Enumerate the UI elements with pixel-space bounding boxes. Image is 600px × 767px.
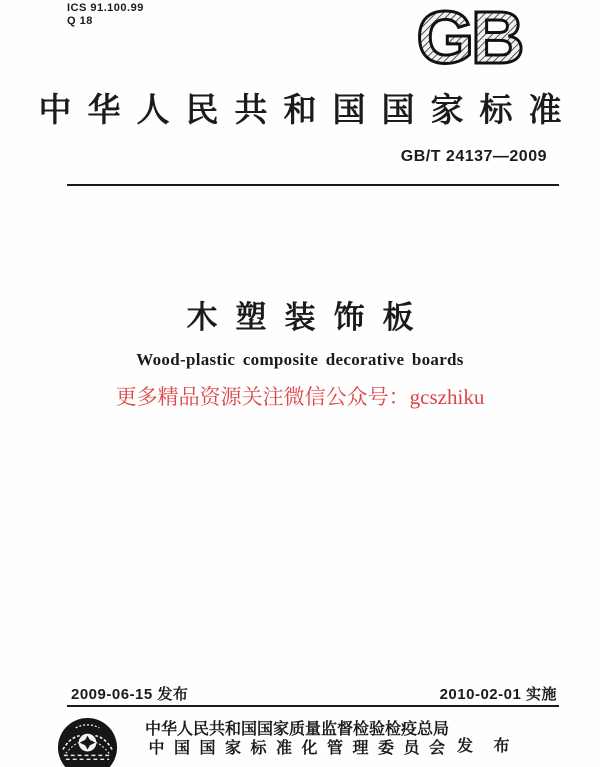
standard-number: GB/T 24137—2009 [400,148,547,165]
implementation-date: 2010-02-01 实施 [439,686,557,703]
dates-row [71,683,557,704]
issue-date: 2009-06-15 发布 [71,686,189,703]
document-title-cn: 木塑装饰板 [186,300,432,335]
gb-logo-text: GB [416,3,522,73]
issuer-name-primary: 中华人民共和国国家质量监督检验检疫总局 [144,721,449,738]
national-standard-title: 中华人民共和国国家标准 [38,93,578,129]
aqsiq-emblem-icon [56,716,119,767]
document-title-en: Wood-plastic composite decorative boards [136,350,464,369]
issuer-name-secondary: 中国国家标准化管理委员会 [148,740,455,757]
classification-code: Q 18 [67,15,93,27]
ics-code: ICS 91.100.99 [67,2,144,14]
footer-divider [67,705,559,707]
issuer-block [136,720,458,758]
header-divider [67,184,559,186]
watermark-note: 更多精品资源关注微信公众号：gcszhiku [115,385,485,409]
gb-logo-icon [403,3,535,73]
ics-classification [67,2,144,28]
publish-label: 发 布 [457,738,518,755]
